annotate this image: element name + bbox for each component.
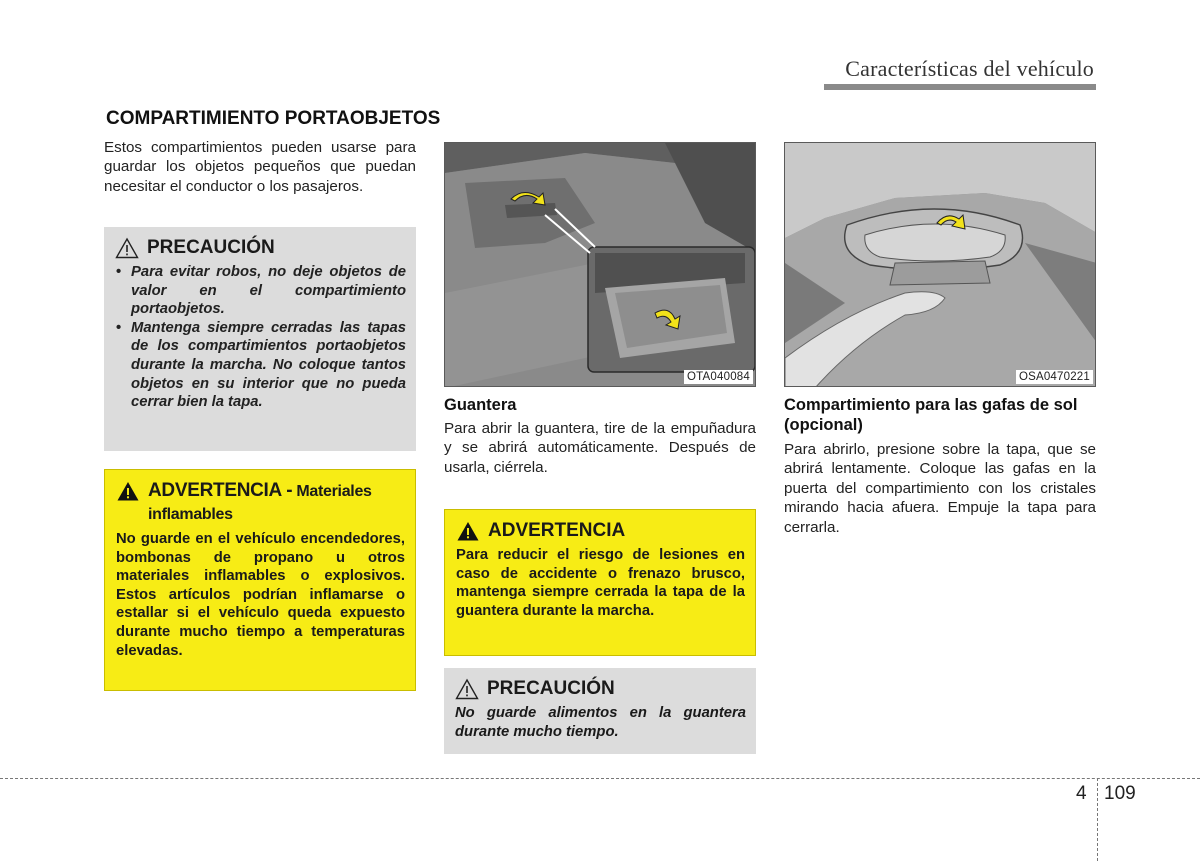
running-header: Características del vehículo <box>845 56 1094 81</box>
warning-body-1: No guarde en el vehículo encendedores, bombonas de propano u otros materiales inflamables o explosivos. Estos artículos podrían inflamarse o estallar si el vehículo queda expuesto durante mucho tiempo a temperaturas elevadas. <box>116 531 405 659</box>
glovebox-illustration <box>445 143 756 387</box>
footer-dashed-rule <box>0 778 1200 779</box>
glovebox-heading: Guantera <box>444 396 517 414</box>
section-title: COMPARTIMIENTO PORTAOBJETOS <box>106 108 441 129</box>
page-number: 109 <box>1104 783 1136 804</box>
caution-body-2: No guarde alimentos en la guantera durante mucho tiempo. <box>455 705 746 740</box>
caution-heading-1 <box>115 237 406 259</box>
caution-item: • Para evitar robos, no deje objetos de valor en el compartimiento portaobjetos. <box>115 263 406 319</box>
figure-code: OTA040084 <box>684 370 753 384</box>
caution-title-1: PRECAUCIÓN <box>147 237 275 258</box>
warning-heading-2 <box>456 520 745 542</box>
warning-title-main: ADVERTENCIA - <box>148 480 293 501</box>
caution-item: • Mantenga siempre cerradas las tapas de los compartimientos portaobjetos durante la marcha. No coloque tantos objetos en su interior que no pueda cerrar bien la tapa. <box>115 319 406 412</box>
sunglass-paragraph: Para abrirlo, presione sobre la tapa, que se abrirá lentamente. Coloque las gafas en la puerta del compartimiento con los cristales mirando hacia afuera. Empuje la tapa para cerrarla. <box>784 441 1096 536</box>
caution-box-2 <box>444 668 756 754</box>
warning-title-sub: Materiales inflamables <box>148 483 372 523</box>
caution-box-1 <box>104 227 416 451</box>
sunglass-figure <box>784 142 1096 387</box>
glovebox-figure <box>444 142 756 387</box>
warning-triangle-icon <box>116 480 140 502</box>
warning-box-2 <box>444 509 756 656</box>
sunglass-illustration <box>785 143 1096 387</box>
warning-title-1 <box>148 480 405 526</box>
caution-heading-2 <box>455 678 746 700</box>
figure-code: OSA0470221 <box>1016 370 1093 384</box>
caution-title-2: PRECAUCIÓN <box>487 678 615 699</box>
warning-body-2: Para reducir el riesgo de lesiones en caso de accidente o frenazo brusco, mantenga siempre cerrada la tapa de la guantera durante la marcha. <box>456 547 745 619</box>
caution-list-1 <box>115 263 406 412</box>
warning-heading-1 <box>116 480 405 526</box>
chapter-number: 4 <box>1076 783 1087 804</box>
warning-box-1 <box>104 469 416 691</box>
warning-title-2: ADVERTENCIA <box>488 520 626 541</box>
warning-triangle-icon <box>456 520 480 542</box>
glovebox-paragraph: Para abrir la guantera, tire de la empuñadura y se abrirá automáticamente. Después de usarla, ciérrela. <box>444 420 756 476</box>
sunglass-heading: Compartimiento para las gafas de sol (opcional) <box>784 396 1078 434</box>
caution-triangle-icon <box>115 237 139 259</box>
header-rule <box>824 84 1096 90</box>
footer-dashed-divider <box>1097 778 1098 861</box>
caution-triangle-icon <box>455 678 479 700</box>
intro-paragraph: Estos compartimientos pueden usarse para guardar los objetos pequeños que puedan necesitar el conductor o los pasajeros. <box>104 139 416 195</box>
